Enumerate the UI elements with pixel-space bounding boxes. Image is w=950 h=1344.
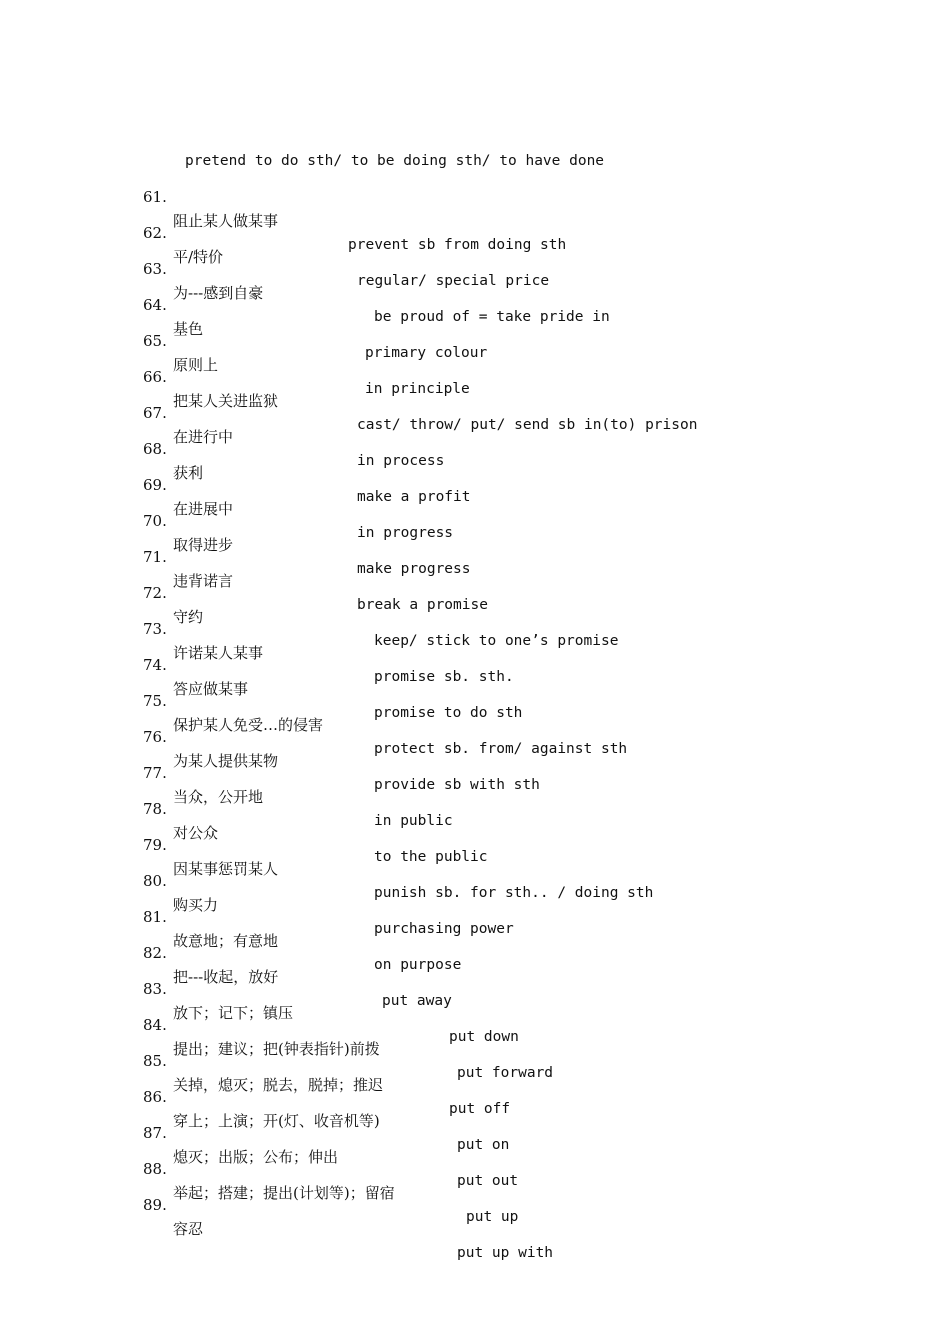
- entry-english: put away: [382, 993, 452, 1009]
- entry-number: 87.: [143, 1124, 167, 1142]
- entry-english: purchasing power: [374, 921, 514, 937]
- entry-chinese: 举起；搭建；提出(计划等)；留宿: [173, 1184, 395, 1202]
- entry-chinese: 容忍: [173, 1220, 204, 1238]
- entry-chinese: 保护某人免受…的侵害: [173, 716, 324, 734]
- entry-number: 76.: [143, 728, 167, 746]
- entry-english: on purpose: [374, 957, 462, 973]
- entry-english: keep/ stick to one’s promise: [374, 633, 619, 649]
- entry-number: 79.: [143, 836, 167, 854]
- entry-chinese: 平/特价: [173, 248, 224, 266]
- entry-english: prevent sb from doing sth: [348, 237, 567, 253]
- entry-chinese: 在进行中: [173, 428, 234, 446]
- entry-chinese: 当众，公开地: [173, 788, 264, 806]
- entry-chinese: 原则上: [173, 356, 219, 374]
- entry-number: 75.: [143, 692, 167, 710]
- entry-number: 66.: [143, 368, 167, 386]
- entry-english: make a profit: [357, 489, 471, 505]
- entry-english: make progress: [357, 561, 471, 577]
- entry-number: 73.: [143, 620, 167, 638]
- entry-english: put up with: [457, 1245, 554, 1261]
- entry-number: 71.: [143, 548, 167, 566]
- entry-english: promise to do sth: [374, 705, 523, 721]
- entry-chinese: 守约: [173, 608, 204, 626]
- entry-english: put on: [457, 1137, 510, 1153]
- entry-chinese: 故意地；有意地: [173, 932, 279, 950]
- entry-number: 67.: [143, 404, 167, 422]
- entry-chinese: 穿上；上演；开(灯、收音机等): [173, 1112, 380, 1130]
- entry-english: promise sb. sth.: [374, 669, 514, 685]
- entry-english: protect sb. from/ against sth: [374, 741, 628, 757]
- entry-chinese: 为---感到自豪: [173, 284, 264, 302]
- entry-chinese: 熄灭；出版；公布；伸出: [173, 1148, 339, 1166]
- entry-chinese: 把---收起，放好: [173, 968, 279, 986]
- entry-chinese: 放下；记下；镇压: [173, 1004, 294, 1022]
- entry-english: in progress: [357, 525, 454, 541]
- entry-chinese: 为某人提供某物: [173, 752, 279, 770]
- entry-english: break a promise: [357, 597, 488, 613]
- continuation-text: pretend to do sth/ to be doing sth/ to have done: [185, 153, 605, 169]
- entry-chinese: 许诺某人某事: [173, 644, 264, 662]
- entry-english: primary colour: [365, 345, 488, 361]
- entry-chinese: 取得进步: [173, 536, 234, 554]
- entry-number: 85.: [143, 1052, 167, 1070]
- entry-number: 81.: [143, 908, 167, 926]
- entry-english: put off: [449, 1101, 511, 1117]
- entry-number: 84.: [143, 1016, 167, 1034]
- entry-english: cast/ throw/ put/ send sb in(to) prison: [357, 417, 698, 433]
- entry-number: 69.: [143, 476, 167, 494]
- entry-english: to the public: [374, 849, 488, 865]
- entry-chinese: 提出；建议；把(钟表指针)前拨: [173, 1040, 380, 1058]
- entry-number: 77.: [143, 764, 167, 782]
- entry-english: punish sb. for sth.. / doing sth: [374, 885, 654, 901]
- entry-number: 89.: [143, 1196, 167, 1214]
- entry-english: in principle: [365, 381, 470, 397]
- entry-number: 74.: [143, 656, 167, 674]
- entry-number: 63.: [143, 260, 167, 278]
- entry-number: 78.: [143, 800, 167, 818]
- entry-chinese: 在进展中: [173, 500, 234, 518]
- entry-chinese: 关掉，熄灭；脱去，脱掉；推迟: [173, 1076, 384, 1094]
- entry-english: put out: [457, 1173, 519, 1189]
- entry-english: put forward: [457, 1065, 554, 1081]
- entry-chinese: 把某人关进监狱: [173, 392, 279, 410]
- entry-number: 64.: [143, 296, 167, 314]
- entry-number: 65.: [143, 332, 167, 350]
- entry-chinese: 基色: [173, 320, 204, 338]
- entry-number: 82.: [143, 944, 167, 962]
- entry-number: 62.: [143, 224, 167, 242]
- entry-chinese: 购买力: [173, 896, 219, 914]
- entry-number: 68.: [143, 440, 167, 458]
- entry-english: in process: [357, 453, 445, 469]
- entry-chinese: 获利: [173, 464, 204, 482]
- entry-number: 61.: [143, 188, 167, 206]
- entry-number: 88.: [143, 1160, 167, 1178]
- entry-english: in public: [374, 813, 453, 829]
- entry-english: regular/ special price: [357, 273, 550, 289]
- entry-number: 72.: [143, 584, 167, 602]
- entry-chinese: 对公众: [173, 824, 219, 842]
- entry-english: put up: [466, 1209, 519, 1225]
- entry-english: provide sb with sth: [374, 777, 540, 793]
- entry-chinese: 阻止某人做某事: [173, 212, 279, 230]
- entry-number: 80.: [143, 872, 167, 890]
- continuation-line: [0, 125, 605, 169]
- entry-number: 86.: [143, 1088, 167, 1106]
- entry-number: 83.: [143, 980, 167, 998]
- entry-number: 70.: [143, 512, 167, 530]
- entry-chinese: 违背诺言: [173, 572, 234, 590]
- entry-chinese: 答应做某事: [173, 680, 249, 698]
- entry-chinese: 因某事惩罚某人: [173, 860, 279, 878]
- entry-english: put down: [449, 1029, 519, 1045]
- entry-english: be proud of = take pride in: [374, 309, 610, 325]
